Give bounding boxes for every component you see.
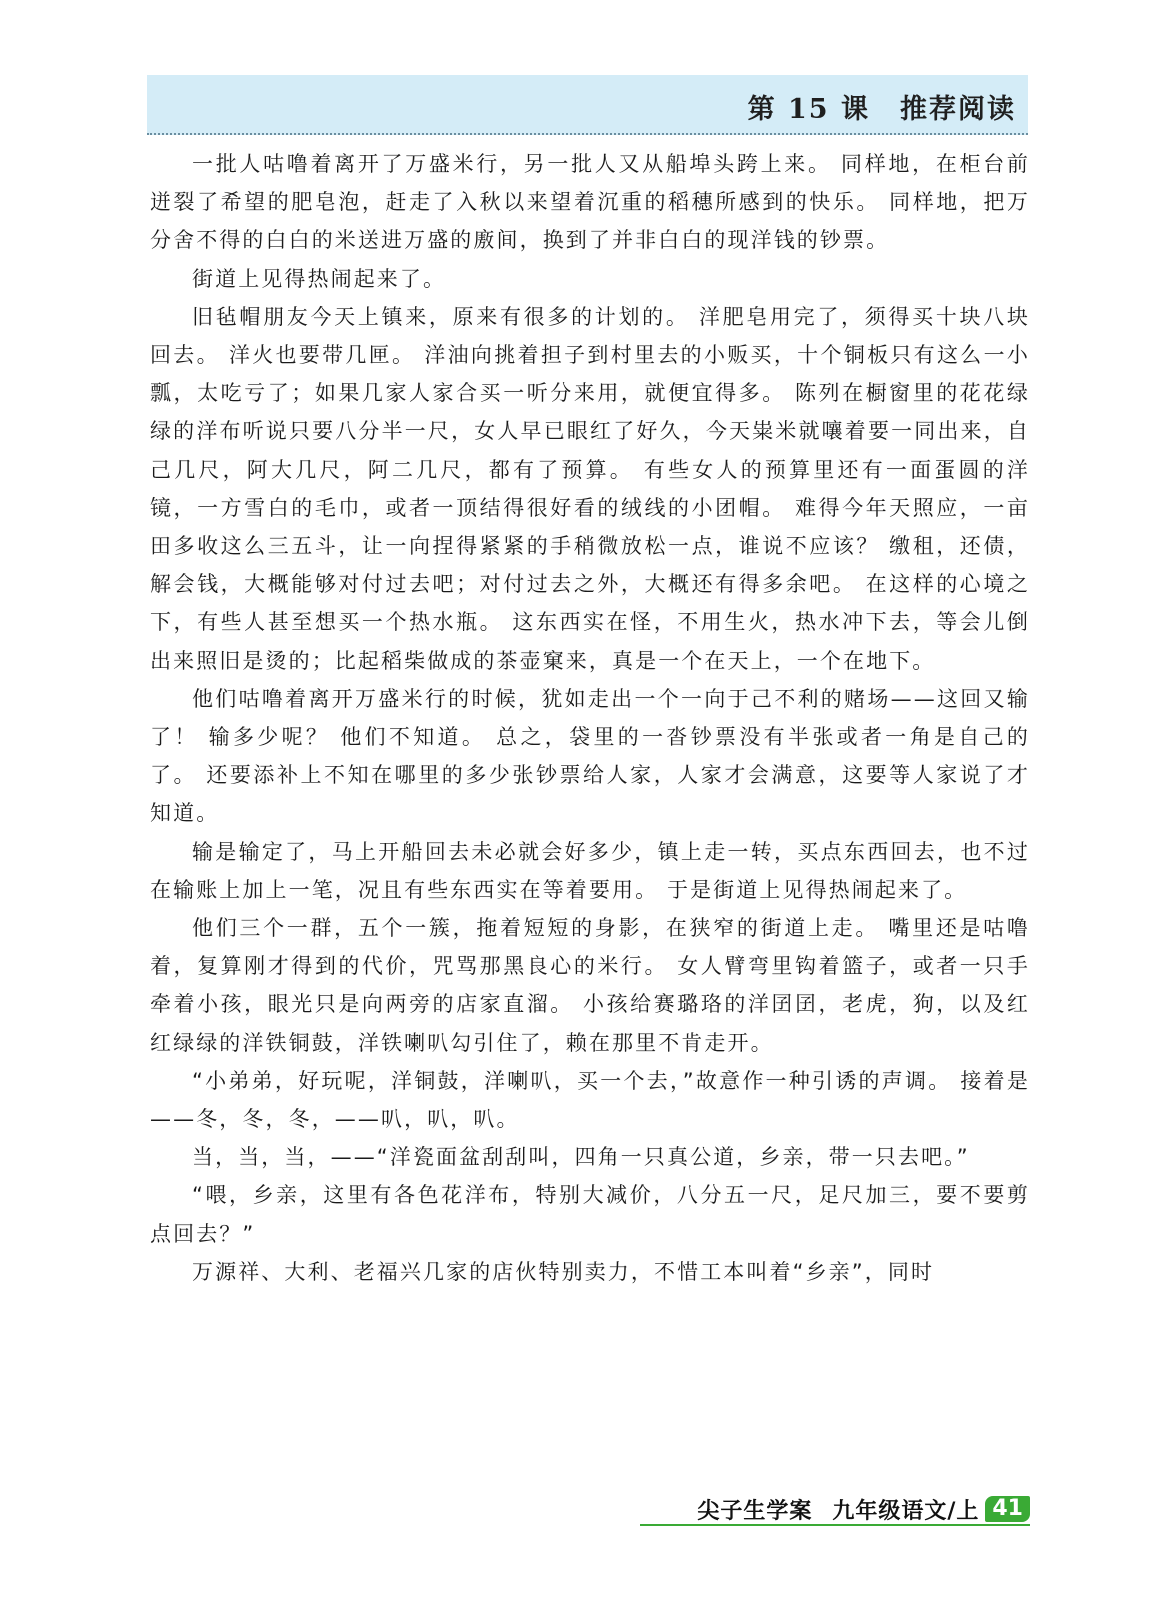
grade-subject: 九年级语文/上 — [832, 1498, 980, 1524]
paragraph: 街道上见得热闹起来了。 — [192, 266, 447, 291]
page-number-badge: 41 — [985, 1496, 1030, 1522]
article-body — [150, 145, 1030, 1291]
lesson-number: 第 15 课 — [747, 94, 870, 125]
section-name: 推荐阅读 — [900, 94, 1016, 125]
paragraph: “小弟弟，好玩呢，洋铜鼓，洋喇叭，买一个去，”故意作一种引诱的声调。 接着是——冬，冬，冬，——叭，叭，叭。 — [150, 1068, 1030, 1132]
paragraph: 输是输定了，马上开船回去未必就会好多少，镇上走一转，买点东西回去，也不过在输账上加上一笔，况且有些东西实在等着要用。 于是街道上见得热闹起来了。 — [150, 839, 1030, 902]
footer-underline — [640, 1524, 1030, 1526]
paragraph: 万源祥、大利、老福兴几家的店伙特别卖力，不惜工本叫着“乡亲”，同时 — [192, 1259, 935, 1284]
footer-title — [697, 1494, 979, 1525]
page-header — [147, 75, 1028, 135]
header-title — [748, 87, 1016, 126]
page-footer — [697, 1492, 1030, 1526]
paragraph: “喂，乡亲，这里有各色花洋布，特别大减价，八分五一尺，足尺加三，要不要剪点回去？” — [150, 1183, 1030, 1246]
paragraph: 他们咕噜着离开万盛米行的时候，犹如走出一个一向于己不利的赌场——这回又输了！ 输多少呢？ 他们不知道。 总之，袋里的一沓钞票没有半张或者一角是自己的了。 还要添补上不知在哪里的多少张钞票给人家，人家才会满意，这要等人家说了才知道。 — [150, 686, 1030, 826]
paragraph: 他们三个一群，五个一簇，拖着短短的身影，在狭窄的街道上走。 嘴里还是咕噜着，复算刚才得到的代价，咒骂那黑良心的米行。 女人臂弯里钩着篮子，或者一只手牵着小孩，眼光只是向两旁的店家直溜。 小孩给赛璐珞的洋囝囝，老虎，狗，以及红红绿绿的洋铁铜鼓，洋铁喇叭勾引住了，赖在那里不肯走开。 — [150, 916, 1030, 1055]
paragraph: 旧毡帽朋友今天上镇来，原来有很多的计划的。 洋肥皂用完了，须得买十块八块回去。 洋火也要带几匣。 洋油向挑着担子到村里去的小贩买，十个铜板只有这么一小瓢，太吃亏了；如果几家人家合买一听分来用，就便宜得多。 陈列在橱窗里的花花绿绿的洋布听说只要八分半一尺，女人早已眼红了好久，今天粜米就嚷着要一同出来，自己几尺，阿大几尺，阿二几尺，都有了预算。 有些女人的预算里还有一面蛋圆的洋镜，一方雪白的毛巾，或者一顶结得很好看的绒线的小团帽。 难得今年天照应，一亩田多收这么三五斗，让一向捏得紧紧的手稍微放松一点，谁说不应该？ 缴租，还债，解会钱，大概能够对付过去吧；对付过去之外，大概还有得多余吧。 在这样的心境之下，有些人甚至想买一个热水瓶。 这东西实在怪，不用生火，热水冲下去，等会儿倒出来照旧是烫的；比起稻柴做成的茶壶窠来，真是一个在天上，一个在地下。 — [150, 304, 1030, 673]
paragraph: 当，当，当，——“洋瓷面盆刮刮叫，四角一只真公道，乡亲，带一只去吧。” — [192, 1145, 970, 1170]
paragraph: 一批人咕噜着离开了万盛米行，另一批人又从船埠头跨上来。 同样地，在柜台前迸裂了希望的肥皂泡，赶走了入秋以来望着沉重的稻穗所感到的快乐。 同样地，把万分舍不得的白白的米送进万盛的廒间，换到了并非白白的现洋钱的钞票。 — [150, 152, 1030, 253]
book-name: 尖子生学案 — [697, 1498, 813, 1524]
